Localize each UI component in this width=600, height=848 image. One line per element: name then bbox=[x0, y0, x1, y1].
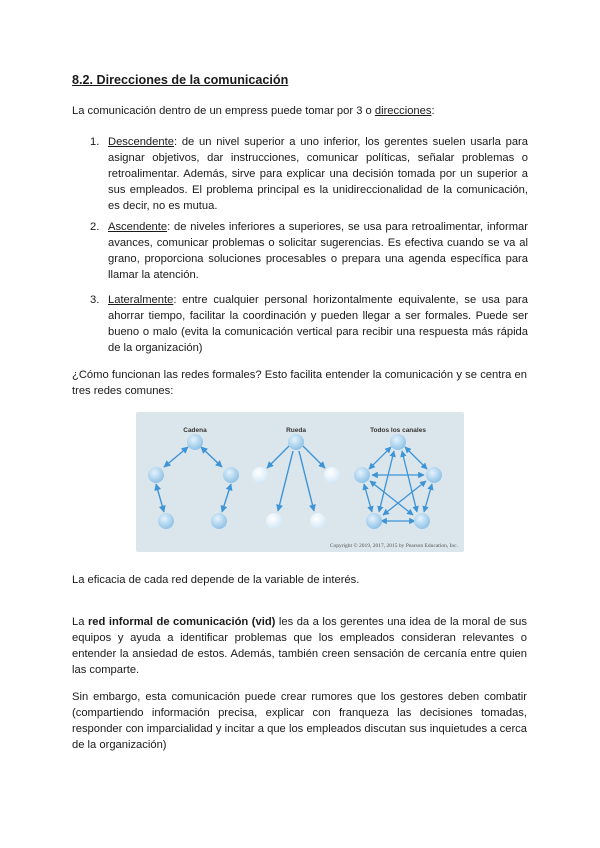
todos-node bbox=[426, 467, 442, 483]
rueda-node bbox=[252, 467, 268, 483]
informal-term: red informal de comunicación (vid) bbox=[87, 616, 276, 628]
cadena-node bbox=[148, 467, 164, 483]
intro-text: La comunicación dentro de un empress puede tomar por 3 o bbox=[72, 105, 375, 117]
label-rueda: Rueda bbox=[286, 427, 306, 434]
label-todos-los-canales: Todos los canales bbox=[370, 427, 426, 434]
networks-question: ¿Cómo funcionan las redes formales? Esto facilita entender la comunicación y se centra en tres redes comunes: bbox=[72, 369, 527, 397]
list-item-text: : de un nivel superior a uno inferior, los gerentes suelen usarla para asignar objetivos, dar instrucciones, comunicar políticas, señalar problemas o retroalimentar. Además, sirve para explicar una decisión tomada por un superior a sus empleados. El problema principal es la unidireccionalidad de la comunicación, es decir, no es mutua. bbox=[108, 136, 528, 212]
rueda-arrows bbox=[267, 446, 325, 511]
cadena-node bbox=[158, 513, 174, 529]
term-descendente: Descendente bbox=[108, 136, 174, 148]
cadena-node bbox=[223, 467, 239, 483]
informal-lead: La bbox=[72, 616, 88, 628]
rueda-nodes bbox=[252, 434, 340, 529]
cadena-node bbox=[211, 513, 227, 529]
list-number: 2. bbox=[90, 221, 100, 233]
networks-diagram bbox=[136, 412, 464, 552]
rueda-center-node bbox=[288, 434, 304, 450]
term-lateralmente: Lateralmente bbox=[108, 294, 174, 306]
list-item-text: : de niveles inferiores a superiores, se usa para retroalimentar, informar avances, comunicar problemas o solicitar sugerencias. Es efectiva cuando se va al grano, proporciona soluciones procesables o prepara una agenda específica para llamar la atención. bbox=[108, 221, 528, 281]
cadena-nodes bbox=[148, 434, 239, 529]
copyright: Copyright © 2019, 2017, 2015 by Pearson Education, Inc. bbox=[329, 543, 458, 549]
list-item-lateralmente bbox=[90, 292, 528, 356]
label-cadena: Cadena bbox=[183, 427, 207, 434]
todos-node bbox=[390, 434, 406, 450]
todos-arrows bbox=[364, 447, 432, 521]
communication-networks-figure bbox=[136, 412, 464, 552]
section-title: 8.2. Direcciones de la comunicación bbox=[72, 73, 289, 87]
todos-node bbox=[354, 467, 370, 483]
list-item-ascendente bbox=[90, 219, 528, 283]
informal-text: les da a los gerentes una idea de la moral de sus equipos y ayuda a identificar problemas que los empleados consideran relevantes o entender la ansiedad de estos. Además, también creen sensación de cercanía entre quien las comparte. bbox=[72, 616, 527, 676]
cadena-node bbox=[187, 434, 203, 450]
list-number: 3. bbox=[90, 294, 100, 306]
list-item-text: : entre cualquier personal horizontalmente equivalente, se usa para ahorrar tiempo, facilitar la coordinación y pueden llegar a ser formales. Puede ser bueno o malo (evita la comunicación vertical para recibir una respuesta más rápida de la organización) bbox=[108, 294, 528, 354]
list-number: 1. bbox=[90, 136, 100, 148]
intro-colon: : bbox=[431, 105, 435, 117]
rumors-paragraph: Sin embargo, esta comunicación puede crear rumores que los gestores deben combatir (compartiendo información precisa, explicar con franqueza las decisiones tomadas, responder con imparcialidad y incitar a que los empleados discutan sus inquietudes a cerca de la organización) bbox=[72, 691, 527, 751]
rueda-node bbox=[324, 467, 340, 483]
todos-nodes bbox=[354, 434, 442, 529]
rueda-node bbox=[266, 513, 282, 529]
list-item-descendente bbox=[90, 134, 528, 214]
cadena-arrows bbox=[156, 447, 231, 512]
rueda-node bbox=[310, 513, 326, 529]
term-ascendente: Ascendente bbox=[108, 221, 168, 233]
intro-paragraph bbox=[72, 103, 527, 119]
informal-network-paragraph bbox=[72, 614, 527, 678]
directions-link[interactable]: direcciones bbox=[374, 105, 432, 117]
todos-node bbox=[366, 513, 382, 529]
todos-node bbox=[414, 513, 430, 529]
efficacy-paragraph: La eficacia de cada red depende de la variable de interés. bbox=[72, 574, 360, 586]
